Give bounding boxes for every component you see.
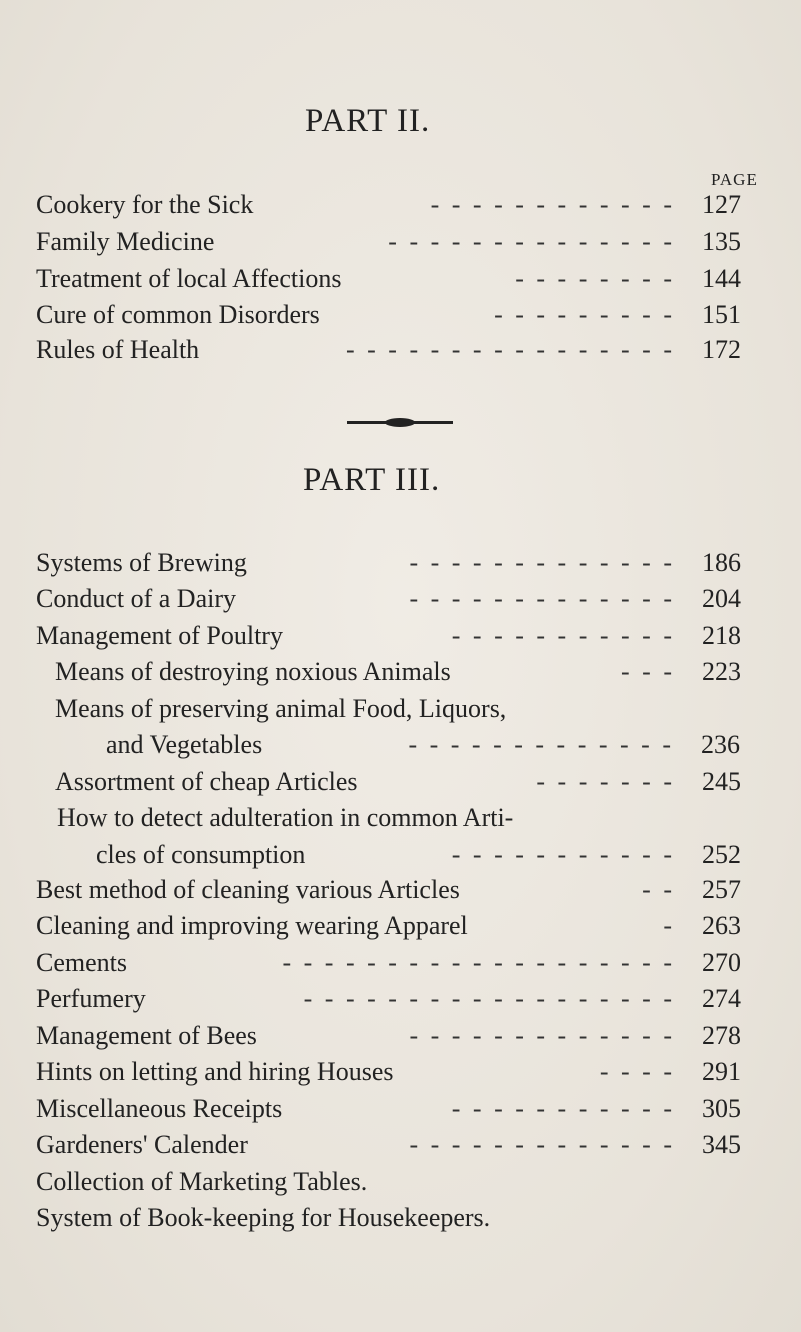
entry-title: Cookery for the Sick (36, 190, 254, 219)
dot-leader: - - - - - - - - - - - - - - - - (345, 335, 675, 364)
page-number: 218 (702, 621, 741, 650)
page-number: 305 (702, 1094, 741, 1123)
entry-title: Collection of Marketing Tables. (36, 1167, 368, 1196)
toc-entry (25, 836, 741, 874)
entry-title: Management of Poultry (36, 621, 283, 650)
page-number: 257 (702, 875, 741, 904)
entry-title: Perfumery (36, 984, 146, 1013)
toc-entry (36, 544, 741, 582)
page-number: 345 (702, 1130, 741, 1159)
part-3-heading: PART III. (303, 462, 441, 498)
toc-entry (55, 763, 741, 801)
page-number: 204 (702, 584, 741, 613)
toc-entry (36, 260, 741, 298)
page-number: 252 (702, 840, 741, 869)
entry-title: Family Medicine (36, 227, 215, 256)
dot-leader: - - - - - - - - - - - - - (409, 584, 675, 613)
entry-title: Systems of Brewing (36, 548, 247, 577)
entry-title: Hints on letting and hiring Houses (36, 1057, 394, 1086)
toc-entry (57, 799, 741, 837)
part-2-heading: PART II. (305, 103, 431, 139)
entry-title: System of Book-keeping for Housekeepers. (36, 1203, 491, 1232)
dot-leader: - (663, 911, 675, 940)
toc-entry (36, 944, 741, 982)
page-number: 236 (701, 730, 740, 759)
dot-leader: - - - - - - - - - - - - - (409, 1130, 675, 1159)
entry-title: How to detect adulteration in common Arti- (57, 803, 514, 832)
dot-leader: - - - - - - - - - - - - - - - - - - - (282, 948, 675, 977)
page-number: 186 (702, 548, 741, 577)
page-number: 127 (702, 190, 741, 219)
dot-leader: - - - - - - - - - - - (451, 1094, 675, 1123)
dot-leader: - - - - - - - - - - - - - - (388, 227, 675, 256)
toc-entry (36, 1053, 741, 1091)
dot-leader: - - - - - - - - - - - - - (409, 548, 675, 577)
entry-title: Miscellaneous Receipts (36, 1094, 283, 1123)
dot-leader: - - - - - - - - - - - - - - - - - - (303, 984, 675, 1013)
dot-leader: - - - - - - - - - - - - (430, 190, 675, 219)
toc-entry (36, 331, 741, 369)
dot-leader: - - (642, 875, 675, 904)
toc-entry (36, 1017, 741, 1055)
page-number: 172 (702, 335, 741, 364)
entry-title: cles of consumption (96, 840, 306, 869)
entry-title: and Vegetables (106, 730, 263, 759)
toc-entry (36, 617, 741, 655)
page-number: 223 (702, 657, 741, 686)
page-number: 270 (702, 948, 741, 977)
dot-leader: - - - - - - - - - - - - - (408, 730, 674, 759)
entry-title: Gardeners' Calender (36, 1130, 248, 1159)
toc-entry (36, 980, 741, 1018)
page-number: 144 (702, 264, 741, 293)
page-column-label: PAGE (711, 170, 758, 189)
entry-title: Best method of cleaning various Articles (36, 875, 460, 904)
toc-entry (36, 907, 741, 945)
entry-title: Conduct of a Dairy (36, 584, 237, 613)
dot-leader: - - - - - - - (536, 767, 675, 796)
page-number: 278 (702, 1021, 741, 1050)
page-number: 263 (702, 911, 741, 940)
entry-title: Cure of common Disorders (36, 300, 320, 329)
dot-leader: - - - - - - - - - - - (451, 840, 675, 869)
toc-entry (36, 186, 741, 224)
entry-title: Assortment of cheap Articles (55, 767, 358, 796)
page-number: 291 (702, 1057, 741, 1086)
entry-title: Management of Bees (36, 1021, 257, 1050)
entry-title: Cements (36, 948, 127, 977)
dot-leader: - - - - - - - - - - - - - (409, 1021, 675, 1050)
toc-entry (36, 1199, 741, 1237)
entry-title: Rules of Health (36, 335, 200, 364)
entry-title: Means of preserving animal Food, Liquors, (55, 694, 507, 723)
toc-entry (55, 690, 741, 728)
dot-leader: - - - - - - - - - (494, 300, 675, 329)
toc-entry (36, 871, 741, 909)
toc-entry (36, 223, 741, 261)
toc-entry (36, 1163, 741, 1201)
entry-title: Means of destroying noxious Animals (55, 657, 451, 686)
page-number: 135 (702, 227, 741, 256)
dot-leader: - - - - - - - - - - - (451, 621, 675, 650)
page-number: 151 (702, 300, 741, 329)
entry-title: Treatment of local Affections (36, 264, 342, 293)
dot-leader: - - - (621, 657, 675, 686)
entry-title: Cleaning and improving wearing Apparel (36, 911, 468, 940)
toc-entry (35, 726, 740, 764)
toc-entry (36, 1090, 741, 1128)
ornamental-divider (347, 421, 453, 424)
toc-entry (55, 653, 741, 691)
toc-entry (36, 580, 741, 618)
dot-leader: - - - - (599, 1057, 675, 1086)
page-number: 274 (702, 984, 741, 1013)
toc-entry (36, 296, 741, 334)
toc-entry (36, 1126, 741, 1164)
page-number: 245 (702, 767, 741, 796)
dot-leader: - - - - - - - - (515, 264, 675, 293)
